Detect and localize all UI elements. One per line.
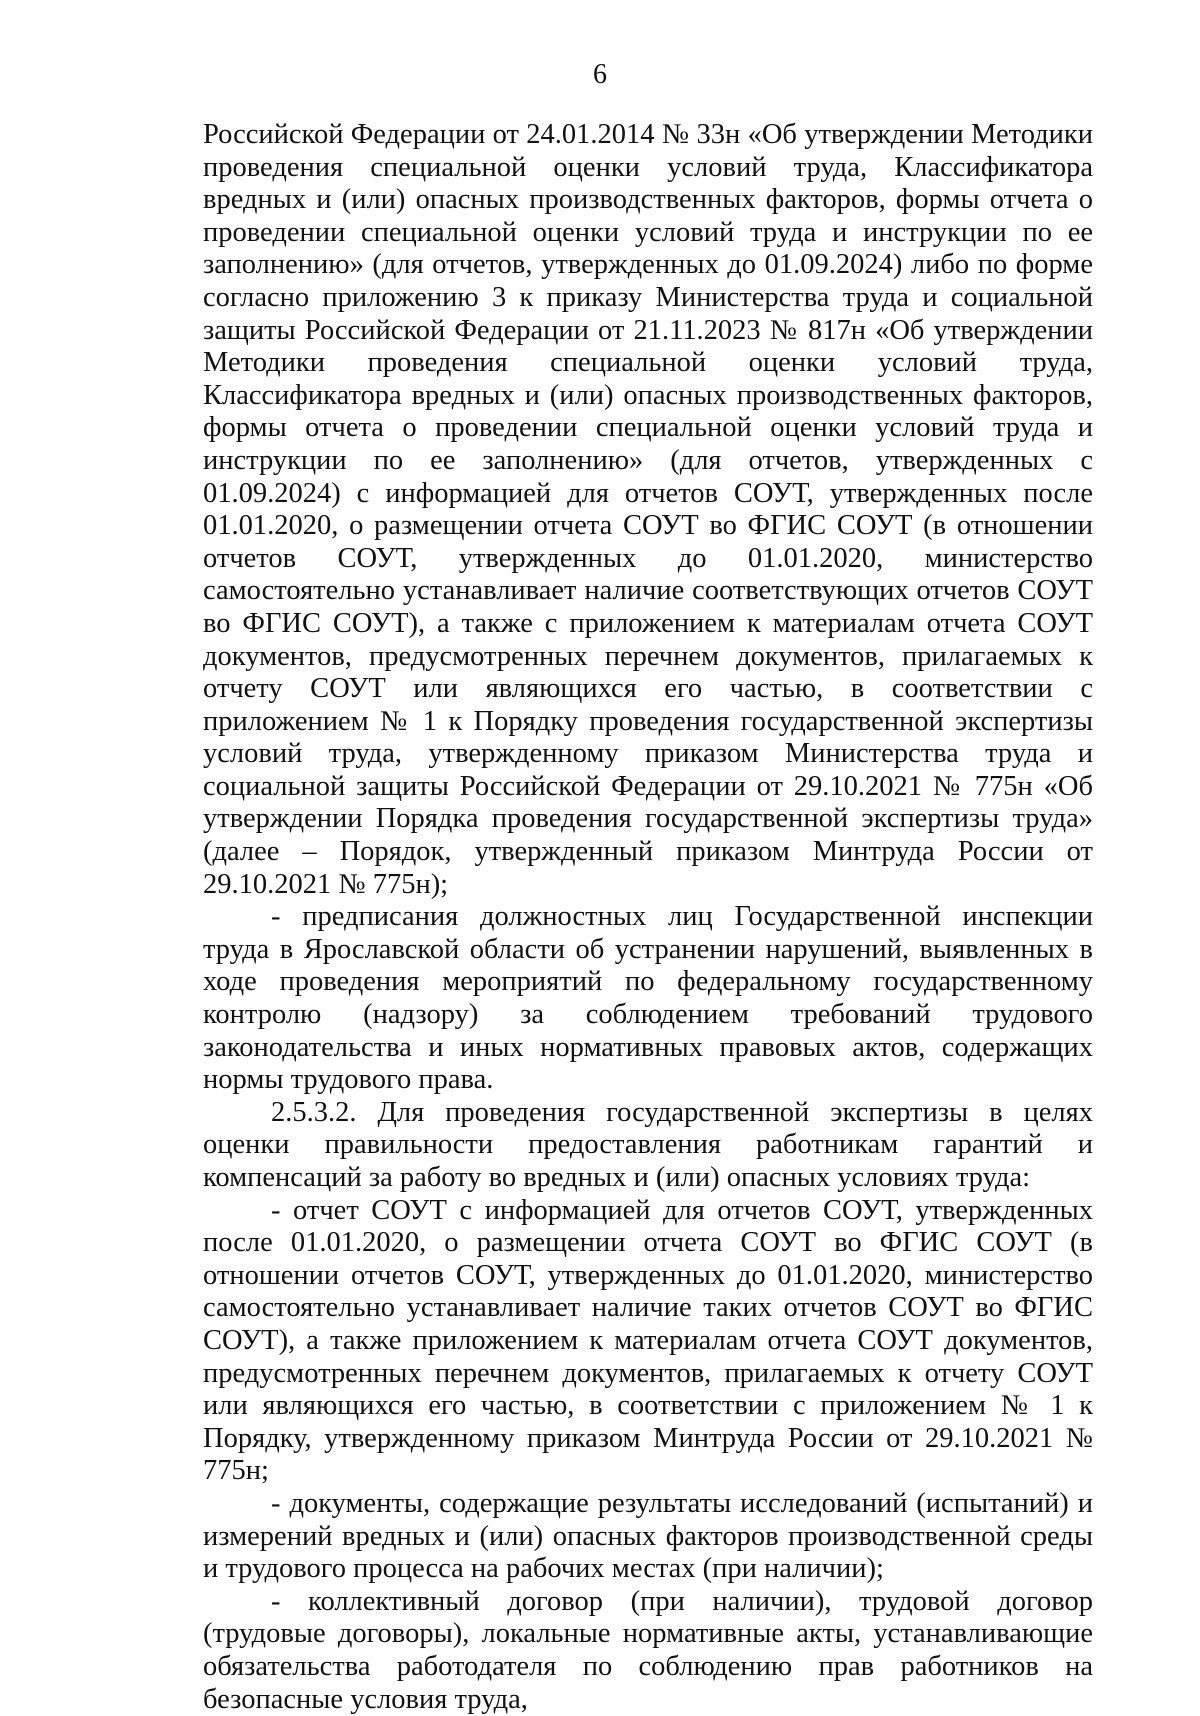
paragraph-list-item-collective-agreement: - коллективный договор (при наличии), трудовой договор (трудовые договоры), локальные нормативные акты, устанавливающие обязательства работодателя по соблюдению прав работников на безопасные условия труда, (203, 1585, 1093, 1715)
paragraph-list-item-prescriptions: - предписания должностных лиц Государственной инспекции труда в Ярославской области об устранении нарушений, выявленных в ходе проведения мероприятий по федеральному государственному контролю (надзору) за соблюдением требований трудового законодательства и иных нормативных правовых актов, содержащих нормы трудового права. (203, 901, 1093, 1096)
paragraph-list-item-research-documents: - документы, содержащие результаты исследований (испытаний) и измерений вредных и (или) опасных факторов производственной среды и трудового процесса на рабочих местах (при наличии); (203, 1487, 1093, 1585)
paragraph-clause-2-5-3-2: 2.5.3.2. Для проведения государственной экспертизы в целях оценки правильности предоставления работникам гарантий и компенсаций за работу во вредных и (или) опасных условиях труда: (203, 1096, 1093, 1193)
paragraph-continuation: Российской Федерации от 24.01.2014 № 33н «Об утверждении Методики проведения специальной оценки условий труда, Классификатора вредных и (или) опасных производственных факторов, формы отчета о проведении специальной оценки условий труда и инструкции по ее заполнению» (для отчетов, утвержденных до 01.09.2024) либо по форме согласно приложению 3 к приказу Министерства труда и социальной защиты Российской Федерации от 21.11.2023 № 817н «Об утверждении Методики проведения специальной оценки условий труда, Классификатора вредных и (или) опасных производственных факторов, формы отчета о проведении специальной оценки условий труда и инструкции по ее заполнению» (для отчетов, утвержденных с 01.09.2024) с информацией для отчетов СОУТ, утвержденных после 01.01.2020, о размещении отчета СОУТ во ФГИС СОУТ (в отношении отчетов СОУТ, утвержденных до 01.01.2020, министерство самостоятельно устанавливает наличие соответствующих отчетов СОУТ во ФГИС СОУТ), а также с приложением к материалам отчета СОУТ документов, предусмотренных перечнем документов, прилагаемых к отчету СОУТ или являющихся его частью, в соответствии с приложением № 1 к Порядку проведения государственной экспертизы условий труда, утвержденному приказом Министерства труда и социальной защиты Российской Федерации от 29.10.2021 № 775н «Об утверждении Порядка проведения государственной экспертизы труда» (далее – Порядок, утвержденный приказом Минтруда России от 29.10.2021 № 775н); (203, 119, 1093, 900)
document-body (203, 119, 1093, 1716)
paragraph-list-item-sout-report: - отчет СОУТ с информацией для отчетов СОУТ, утвержденных после 01.01.2020, о размещении отчета СОУТ во ФГИС СОУТ (в отношении отчетов СОУТ, утвержденных до 01.01.2020, министерство самостоятельно устанавливает наличие таких отчетов СОУТ во ФГИС СОУТ), а также приложением к материалам отчета СОУТ документов, предусмотренных перечнем документов, прилагаемых к отчету СОУТ или являющихся его частью, в соответствии с приложением № 1 к Порядку, утвержденному приказом Минтруда России от 29.10.2021 № 775н; (203, 1194, 1093, 1487)
page-number: 6 (593, 59, 607, 90)
